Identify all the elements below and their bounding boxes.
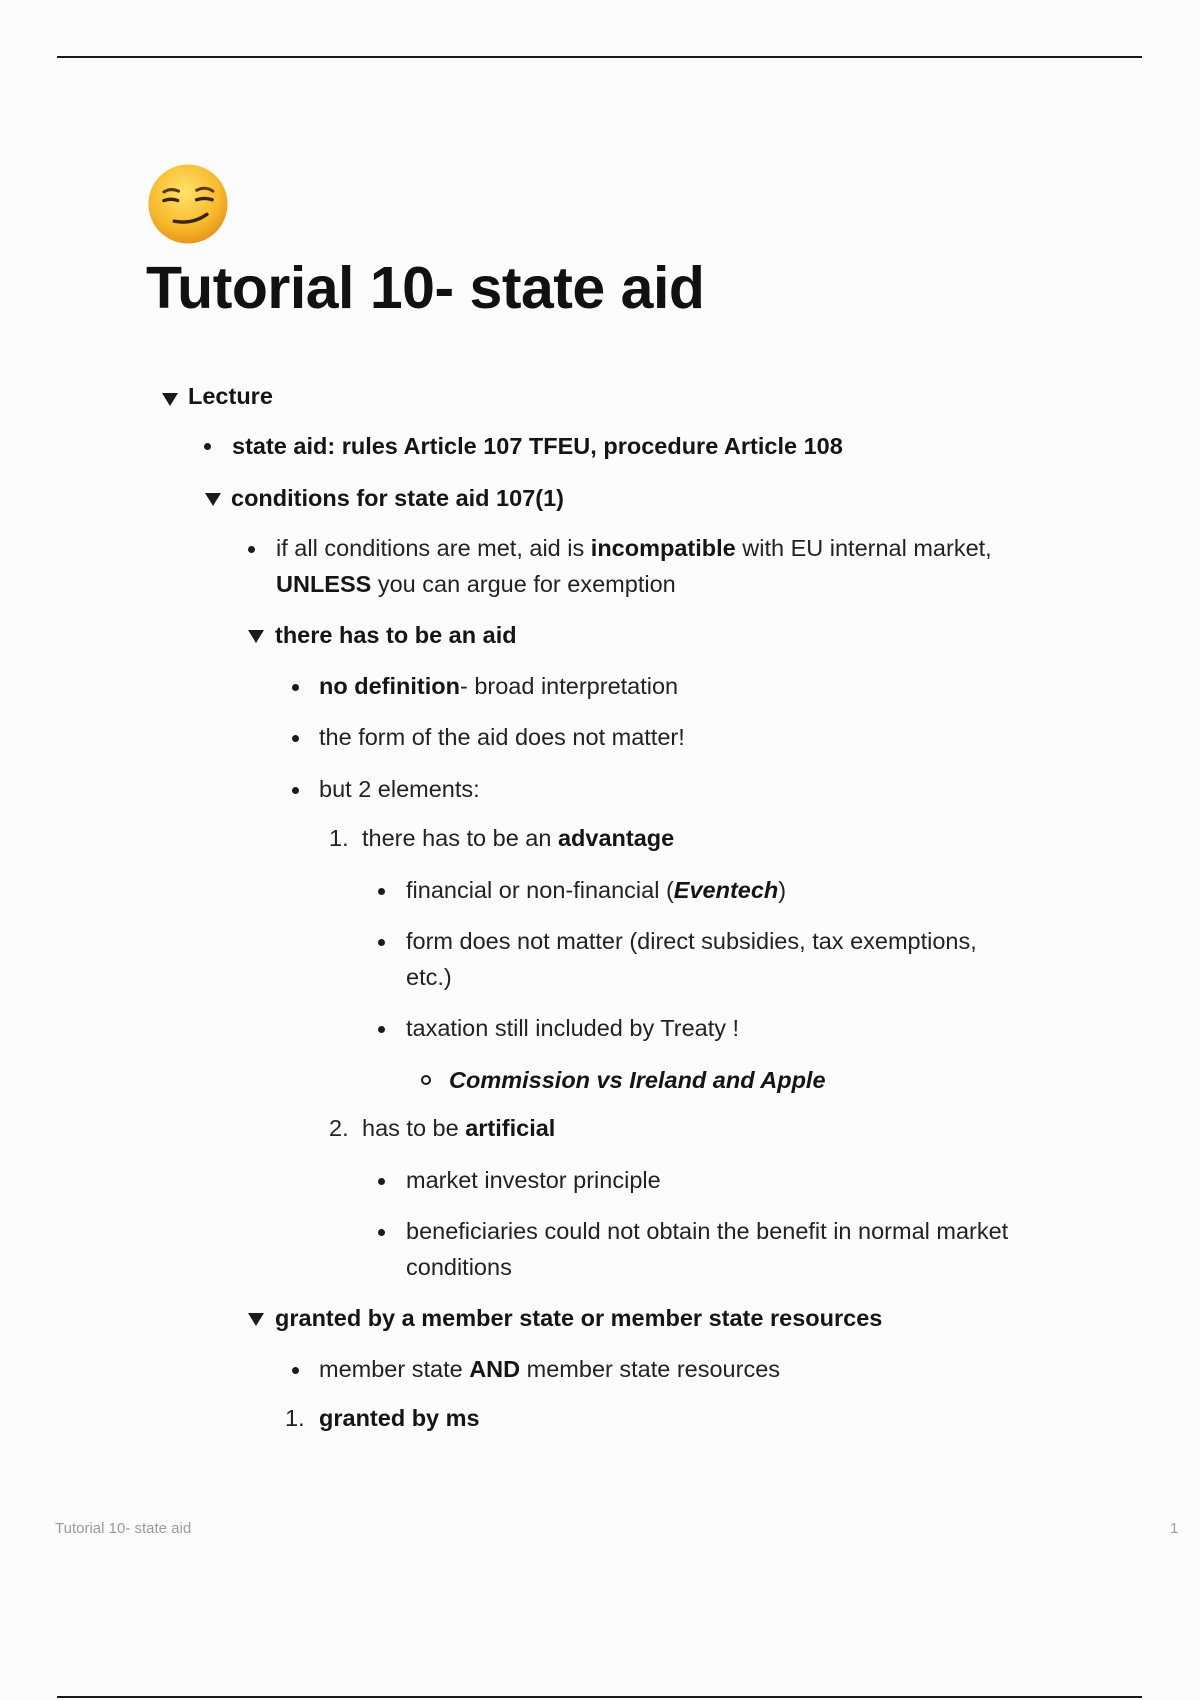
- text-run-bold: artificial: [465, 1115, 556, 1141]
- text-run: has to be: [362, 1115, 466, 1141]
- bullet-icon: [292, 684, 299, 691]
- bottom-rule: [57, 1696, 1142, 1698]
- bullet-icon: [378, 1026, 385, 1033]
- bullet-icon: [248, 546, 255, 553]
- list-item-advantage: [362, 820, 674, 856]
- list-item-beneficiaries-continued: conditions: [406, 1254, 512, 1280]
- bullet-icon: [378, 888, 385, 895]
- text-run-bold: UNLESS: [276, 571, 372, 597]
- text-run-bold: AND: [469, 1356, 521, 1382]
- list-item-artificial: [362, 1110, 555, 1146]
- list-item-no-definition: [319, 668, 678, 704]
- text-run-bold: no definition: [319, 673, 460, 699]
- bullet-icon: [378, 1229, 385, 1236]
- bullet-icon: [204, 443, 211, 450]
- list-number: 1.: [329, 825, 349, 851]
- bullet-icon: [292, 1367, 299, 1374]
- text-run: if all conditions are met, aid is: [276, 535, 591, 561]
- toggle-triangle-icon[interactable]: [162, 393, 178, 406]
- list-number: 1.: [285, 1405, 305, 1431]
- bullet-icon: [378, 939, 385, 946]
- list-item-taxation: taxation still included by Treaty !: [406, 1015, 740, 1041]
- toggle-triangle-icon[interactable]: [248, 1313, 264, 1326]
- text-run-bold-italic: Eventech: [673, 877, 779, 903]
- text-run: with EU internal market,: [735, 535, 992, 561]
- list-item-rules: state aid: rules Article 107 TFEU, procedure Article 108: [232, 433, 843, 459]
- bullet-icon: [292, 787, 299, 794]
- toggle-triangle-icon[interactable]: [205, 493, 221, 506]
- text-run: there has to be an: [362, 825, 558, 851]
- list-number: 2.: [329, 1115, 349, 1141]
- list-item-incompatible-continued: [276, 566, 676, 602]
- text-run: member state: [319, 1356, 470, 1382]
- toggle-lecture[interactable]: Lecture: [188, 383, 273, 409]
- list-item-form-aid: the form of the aid does not matter!: [319, 724, 685, 750]
- list-item-beneficiaries: beneficiaries could not obtain the benefit in normal market: [406, 1218, 1009, 1244]
- footer-page-number: 1: [1170, 1520, 1179, 1537]
- list-item-two-elements: but 2 elements:: [319, 776, 480, 802]
- footer-doc-name: Tutorial 10- state aid: [55, 1520, 192, 1537]
- list-item-form: form does not matter (direct subsidies, tax exemptions,: [406, 928, 977, 954]
- text-run-bold: incompatible: [590, 535, 736, 561]
- top-rule: [57, 56, 1142, 58]
- list-item-apple-case: Commission vs Ireland and Apple: [449, 1067, 826, 1093]
- list-item-form-continued: etc.): [406, 964, 452, 990]
- text-run: member state resources: [520, 1356, 781, 1382]
- toggle-aid[interactable]: there has to be an aid: [275, 622, 517, 648]
- toggle-granted[interactable]: granted by a member state or member state resources: [275, 1305, 883, 1331]
- hollow-bullet-icon: [421, 1075, 431, 1085]
- list-item-incompatible: [276, 530, 992, 566]
- smirking-face-icon: [145, 161, 231, 247]
- text-run: - broad interpretation: [459, 673, 679, 699]
- list-item-market-investor: market investor principle: [406, 1167, 661, 1193]
- text-run-bold: advantage: [557, 825, 675, 851]
- text-run: financial or non-financial (: [406, 877, 674, 903]
- list-item-member-state: [319, 1351, 780, 1387]
- bullet-icon: [292, 735, 299, 742]
- bullet-icon: [378, 1178, 385, 1185]
- toggle-triangle-icon[interactable]: [248, 630, 264, 643]
- page-title: Tutorial 10- state aid: [146, 255, 705, 321]
- list-item-granted-ms: granted by ms: [319, 1405, 480, 1431]
- text-run: ): [778, 877, 787, 903]
- text-run: you can argue for exemption: [371, 571, 676, 597]
- toggle-conditions[interactable]: conditions for state aid 107(1): [231, 485, 564, 511]
- list-item-financial: [406, 872, 786, 908]
